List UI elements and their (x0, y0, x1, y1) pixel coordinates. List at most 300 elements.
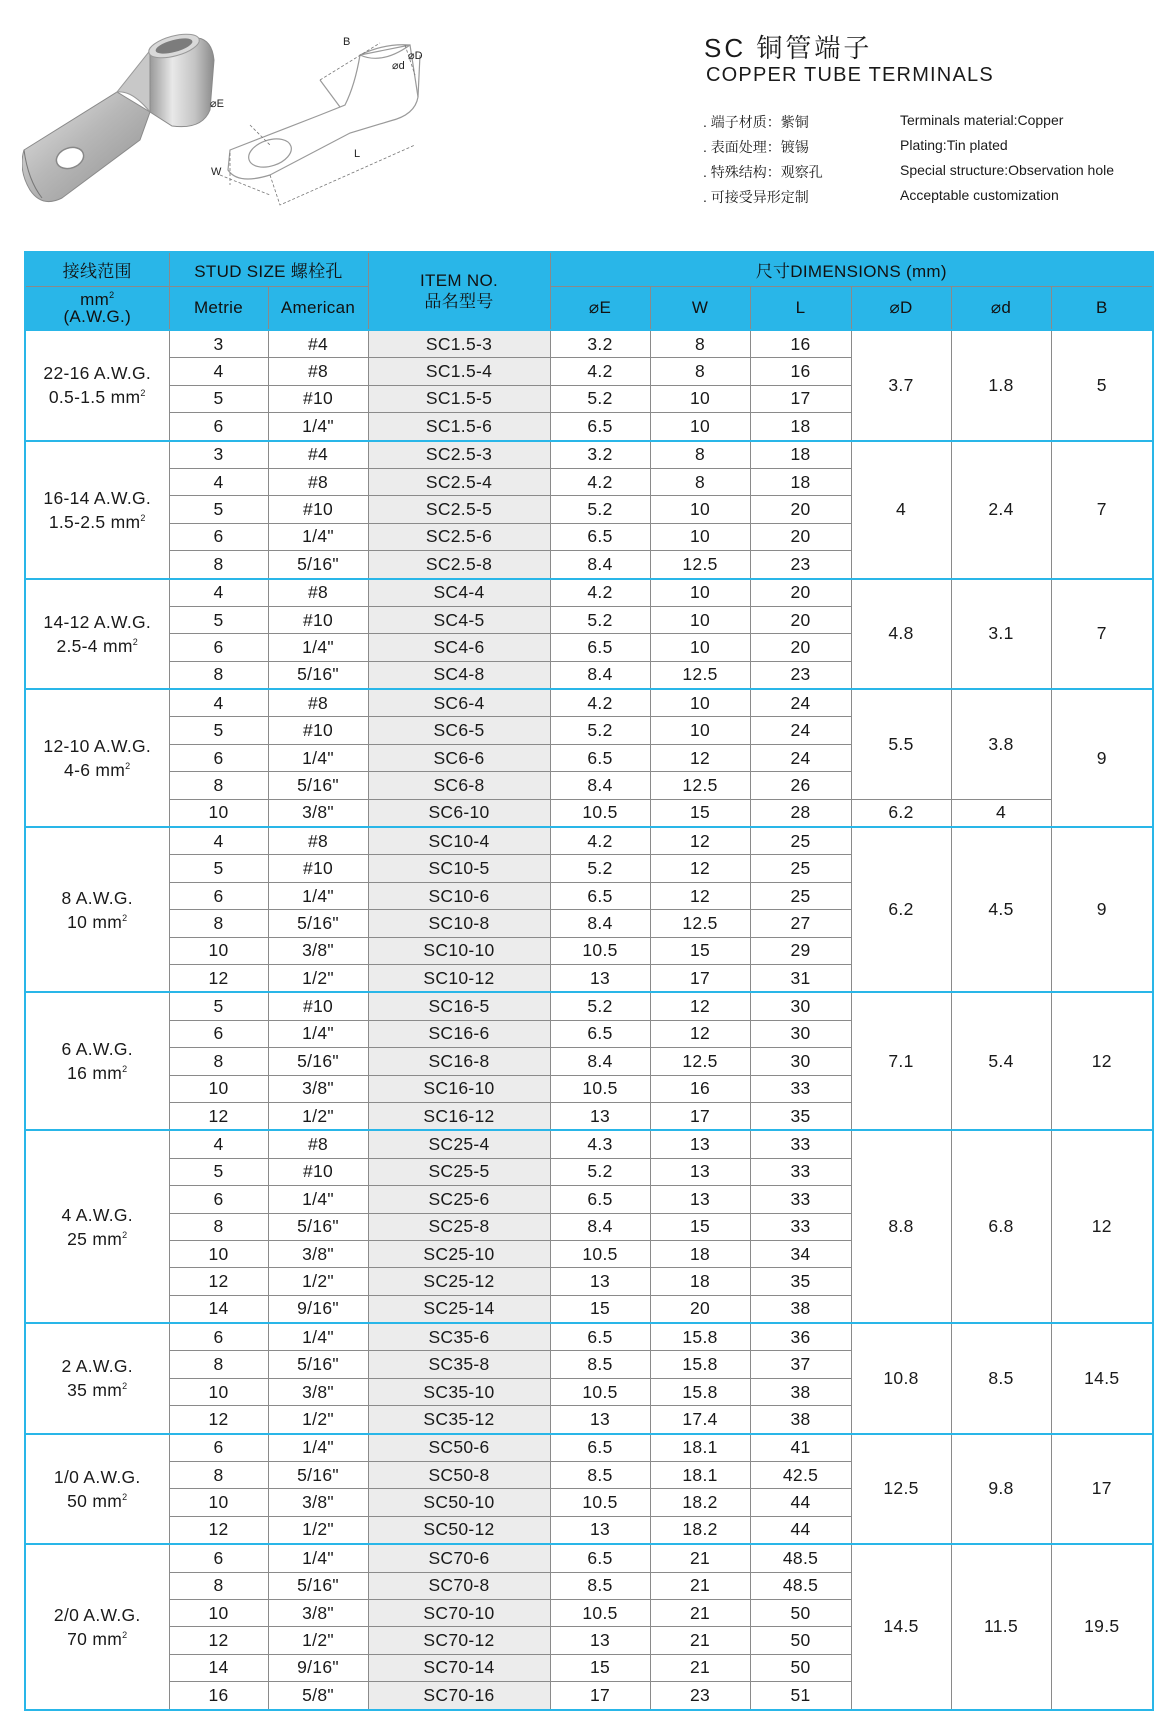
metric-cell: 6 (169, 634, 268, 661)
mm-range-value: 4-6 mm (64, 760, 126, 781)
e-cell: 8.4 (550, 910, 650, 937)
dimension-drawing (210, 35, 500, 220)
superscript: 2 (122, 912, 128, 923)
wire-range-cell (25, 330, 169, 441)
header-e: ⌀E (550, 287, 650, 331)
w-cell: 8 (650, 468, 750, 495)
w-cell: 10 (650, 413, 750, 441)
awg-range: 22-16 A.W.G. (43, 363, 152, 384)
e-cell: 8.4 (550, 1048, 650, 1075)
b-cell: 7 (1051, 441, 1153, 579)
e-cell: 13 (550, 1268, 650, 1295)
metric-cell: 6 (169, 1323, 268, 1351)
w-cell: 10 (650, 523, 750, 550)
e-cell: 8.4 (550, 661, 650, 689)
american-cell: 5/16" (268, 1048, 368, 1075)
e-cell: 6.5 (550, 744, 650, 771)
l-cell: 25 (750, 855, 851, 882)
label-b: B (343, 36, 351, 48)
inner-d-cell: 11.5 (951, 1544, 1051, 1709)
outer-d-cell: 5.5 (851, 689, 951, 799)
metric-cell: 5 (169, 385, 268, 412)
b-cell: 19.5 (1051, 1544, 1153, 1709)
l-cell: 30 (750, 992, 851, 1020)
l-cell: 30 (750, 1020, 851, 1047)
w-cell: 8 (650, 441, 750, 469)
w-cell: 12.5 (650, 661, 750, 689)
metric-cell: 10 (169, 1489, 268, 1516)
b-cell: 14.5 (1051, 1323, 1153, 1434)
awg-range: 2 A.W.G. (61, 1356, 133, 1377)
inner-d-cell: 4.5 (951, 827, 1051, 992)
mm-range-value: 25 mm (67, 1228, 123, 1249)
e-cell: 13 (550, 1516, 650, 1544)
e-cell: 4.2 (550, 358, 650, 385)
b-cell: 12 (1051, 992, 1153, 1130)
american-cell: 5/16" (268, 551, 368, 579)
w-cell: 17 (650, 1102, 750, 1130)
wire-range-cell (25, 827, 169, 992)
metric-cell: 8 (169, 1048, 268, 1075)
header-dimensions: 尺寸DIMENSIONS (mm) (550, 252, 1153, 287)
american-cell: 1/4" (268, 413, 368, 441)
w-cell: 12.5 (650, 551, 750, 579)
american-cell: 1/2" (268, 1102, 368, 1130)
item-no-cell: SC6-6 (368, 744, 550, 771)
w-cell: 18.2 (650, 1516, 750, 1544)
superscript: 2 (122, 1064, 128, 1075)
metric-cell: 16 (169, 1682, 268, 1710)
american-cell: 5/16" (268, 910, 368, 937)
superscript: 2 (125, 761, 131, 772)
e-cell: 6.5 (550, 634, 650, 661)
spec-cn: . 端子材质：紫铜 (703, 114, 809, 130)
item-no-cell: SC70-16 (368, 1682, 550, 1710)
inner-d-cell: 4 (951, 799, 1051, 827)
table-row (25, 1130, 1153, 1158)
item-no-cell: SC16-10 (368, 1075, 550, 1102)
metric-cell: 6 (169, 1020, 268, 1047)
e-cell: 13 (550, 964, 650, 992)
l-cell: 30 (750, 1048, 851, 1075)
l-cell: 20 (750, 579, 851, 607)
l-cell: 16 (750, 358, 851, 385)
item-no-cell: SC70-12 (368, 1627, 550, 1654)
superscript: 2 (140, 388, 146, 399)
e-cell: 10.5 (550, 937, 650, 964)
metric-cell: 5 (169, 992, 268, 1020)
e-cell: 5.2 (550, 992, 650, 1020)
item-no-cell: SC10-6 (368, 882, 550, 909)
american-cell: 5/16" (268, 772, 368, 799)
e-cell: 10.5 (550, 1075, 650, 1102)
l-cell: 23 (750, 661, 851, 689)
american-cell: 5/16" (268, 1213, 368, 1240)
b-cell: 5 (1051, 330, 1153, 441)
header-range-cn: 接线范围 (25, 252, 169, 287)
e-cell: 4.2 (550, 827, 650, 855)
metric-cell: 3 (169, 330, 268, 358)
american-cell: 3/8" (268, 1240, 368, 1267)
inner-d-cell: 2.4 (951, 441, 1051, 579)
mm-range (26, 1227, 169, 1251)
mm-range-value: 70 mm (67, 1628, 123, 1649)
w-cell: 10 (650, 689, 750, 717)
item-no-cell: SC25-8 (368, 1213, 550, 1240)
metric-cell: 10 (169, 1599, 268, 1626)
item-no-cell: SC50-8 (368, 1462, 550, 1489)
item-no-cell: SC25-6 (368, 1186, 550, 1213)
wire-range-cell (25, 1544, 169, 1709)
metric-cell: 10 (169, 799, 268, 827)
l-cell: 38 (750, 1406, 851, 1434)
w-cell: 12 (650, 744, 750, 771)
american-cell: 1/4" (268, 744, 368, 771)
item-no-cell: SC50-12 (368, 1516, 550, 1544)
w-cell: 18 (650, 1240, 750, 1267)
w-cell: 8 (650, 358, 750, 385)
e-cell: 10.5 (550, 799, 650, 827)
item-no-cell: SC35-8 (368, 1351, 550, 1378)
metric-cell: 6 (169, 413, 268, 441)
dimensions-table (24, 251, 1154, 1711)
header-item-en: ITEM NO. (420, 271, 498, 290)
header-item-cn: 品名型号 (424, 292, 494, 311)
w-cell: 12.5 (650, 772, 750, 799)
b-cell: 9 (1051, 689, 1153, 827)
superscript: 2 (109, 290, 115, 300)
w-cell: 15.8 (650, 1351, 750, 1378)
l-cell: 38 (750, 1378, 851, 1405)
american-cell: #4 (268, 441, 368, 469)
e-cell: 10.5 (550, 1599, 650, 1626)
item-no-cell: SC16-6 (368, 1020, 550, 1047)
l-cell: 42.5 (750, 1462, 851, 1489)
inner-d-cell: 5.4 (951, 992, 1051, 1130)
american-cell: #8 (268, 1130, 368, 1158)
item-no-cell: SC35-10 (368, 1378, 550, 1405)
label-d-outer: ⌀D (408, 50, 423, 62)
l-cell: 20 (750, 523, 851, 550)
american-cell: 9/16" (268, 1295, 368, 1323)
superscript: 2 (122, 1229, 128, 1240)
l-cell: 24 (750, 717, 851, 744)
american-cell: 9/16" (268, 1654, 368, 1681)
w-cell: 13 (650, 1130, 750, 1158)
e-cell: 5.2 (550, 496, 650, 523)
metric-cell: 10 (169, 937, 268, 964)
awg-range: 16-14 A.W.G. (43, 487, 152, 508)
metric-cell: 8 (169, 1351, 268, 1378)
metric-cell: 8 (169, 910, 268, 937)
item-no-cell: SC25-5 (368, 1158, 550, 1185)
w-cell: 18 (650, 1268, 750, 1295)
e-cell: 5.2 (550, 606, 650, 633)
item-no-cell: SC2.5-3 (368, 441, 550, 469)
l-cell: 33 (750, 1186, 851, 1213)
mm-range-value: 2.5-4 mm (56, 635, 133, 656)
table-row (25, 1544, 1153, 1572)
metric-cell: 8 (169, 1213, 268, 1240)
item-no-cell: SC25-12 (368, 1268, 550, 1295)
e-cell: 6.5 (550, 413, 650, 441)
e-cell: 8.4 (550, 1213, 650, 1240)
american-cell: 1/4" (268, 1323, 368, 1351)
e-cell: 13 (550, 1406, 650, 1434)
label-e: ⌀E (210, 98, 224, 110)
table-row (25, 330, 1153, 358)
w-cell: 10 (650, 579, 750, 607)
w-cell: 18.1 (650, 1462, 750, 1489)
wire-range-cell (25, 579, 169, 690)
metric-cell: 6 (169, 882, 268, 909)
metric-cell: 4 (169, 358, 268, 385)
w-cell: 13 (650, 1158, 750, 1185)
american-cell: 5/8" (268, 1682, 368, 1710)
mm-range-value: 50 mm (67, 1490, 123, 1511)
american-cell: #4 (268, 330, 368, 358)
e-cell: 5.2 (550, 855, 650, 882)
inner-d-cell: 3.8 (951, 689, 1051, 799)
w-cell: 15.8 (650, 1323, 750, 1351)
item-no-cell: SC1.5-5 (368, 385, 550, 412)
item-no-cell: SC2.5-8 (368, 551, 550, 579)
american-cell: 5/16" (268, 1351, 368, 1378)
l-cell: 48.5 (750, 1572, 851, 1599)
superscript: 2 (140, 512, 146, 523)
item-no-cell: SC4-8 (368, 661, 550, 689)
superscript: 2 (122, 1381, 128, 1392)
american-cell: 1/2" (268, 964, 368, 992)
inner-d-cell: 3.1 (951, 579, 1051, 690)
outer-d-cell: 4.8 (851, 579, 951, 690)
l-cell: 37 (750, 1351, 851, 1378)
header-b: B (1051, 287, 1153, 331)
b-cell: 17 (1051, 1434, 1153, 1545)
w-cell: 10 (650, 385, 750, 412)
american-cell: 5/16" (268, 1462, 368, 1489)
header-mm: mm (80, 290, 110, 309)
l-cell: 35 (750, 1102, 851, 1130)
awg-range: 14-12 A.W.G. (43, 611, 152, 632)
metric-cell: 6 (169, 523, 268, 550)
american-cell: 1/2" (268, 1268, 368, 1295)
item-no-cell: SC16-5 (368, 992, 550, 1020)
metric-cell: 6 (169, 1186, 268, 1213)
metric-cell: 12 (169, 1516, 268, 1544)
e-cell: 4.2 (550, 689, 650, 717)
header-item-no (368, 252, 550, 330)
item-no-cell: SC2.5-4 (368, 468, 550, 495)
e-cell: 6.5 (550, 523, 650, 550)
l-cell: 50 (750, 1599, 851, 1626)
e-cell: 4.2 (550, 468, 650, 495)
american-cell: #10 (268, 717, 368, 744)
item-no-cell: SC2.5-6 (368, 523, 550, 550)
label-w: W (211, 166, 222, 178)
american-cell: 1/2" (268, 1516, 368, 1544)
l-cell: 20 (750, 606, 851, 633)
item-no-cell: SC70-6 (368, 1544, 550, 1572)
e-cell: 8.4 (550, 772, 650, 799)
item-no-cell: SC1.5-3 (368, 330, 550, 358)
terminal-photo (22, 30, 222, 220)
l-cell: 20 (750, 634, 851, 661)
american-cell: 1/2" (268, 1627, 368, 1654)
l-cell: 44 (750, 1489, 851, 1516)
header-awg: (A.W.G.) (63, 307, 132, 326)
american-cell: 3/8" (268, 1075, 368, 1102)
american-cell: 1/4" (268, 882, 368, 909)
superscript: 2 (122, 1491, 128, 1502)
label-l: L (354, 148, 361, 160)
metric-cell: 4 (169, 1130, 268, 1158)
american-cell: 3/8" (268, 1599, 368, 1626)
l-cell: 17 (750, 385, 851, 412)
metric-cell: 12 (169, 964, 268, 992)
inner-d-cell: 1.8 (951, 330, 1051, 441)
mm-range (26, 634, 169, 658)
table-row (25, 441, 1153, 469)
e-cell: 6.5 (550, 1186, 650, 1213)
item-no-cell: SC16-12 (368, 1102, 550, 1130)
e-cell: 5.2 (550, 717, 650, 744)
header-l: L (750, 287, 851, 331)
metric-cell: 6 (169, 744, 268, 771)
metric-cell: 8 (169, 772, 268, 799)
metric-cell: 12 (169, 1268, 268, 1295)
e-cell: 5.2 (550, 385, 650, 412)
metric-cell: 3 (169, 441, 268, 469)
w-cell: 23 (650, 1682, 750, 1710)
e-cell: 6.5 (550, 1323, 650, 1351)
l-cell: 28 (750, 799, 851, 827)
metric-cell: 4 (169, 689, 268, 717)
mm-range (26, 910, 169, 934)
header-american: American (268, 287, 368, 331)
metric-cell: 6 (169, 1544, 268, 1572)
mm-range-value: 16 mm (67, 1063, 123, 1084)
e-cell: 13 (550, 1627, 650, 1654)
american-cell: #8 (268, 579, 368, 607)
e-cell: 8.5 (550, 1351, 650, 1378)
american-cell: #8 (268, 358, 368, 385)
american-cell: 3/8" (268, 799, 368, 827)
superscript: 2 (122, 1629, 128, 1640)
item-no-cell: SC35-6 (368, 1323, 550, 1351)
l-cell: 18 (750, 413, 851, 441)
metric-cell: 4 (169, 579, 268, 607)
metric-cell: 10 (169, 1378, 268, 1405)
mm-range (26, 1627, 169, 1651)
l-cell: 25 (750, 827, 851, 855)
w-cell: 20 (650, 1295, 750, 1323)
american-cell: 3/8" (268, 1489, 368, 1516)
e-cell: 10.5 (550, 1378, 650, 1405)
e-cell: 6.5 (550, 1544, 650, 1572)
e-cell: 4.2 (550, 579, 650, 607)
american-cell: #10 (268, 606, 368, 633)
b-cell: 7 (1051, 579, 1153, 690)
l-cell: 25 (750, 882, 851, 909)
item-no-cell: SC1.5-6 (368, 413, 550, 441)
metric-cell: 12 (169, 1627, 268, 1654)
american-cell: 1/4" (268, 523, 368, 550)
w-cell: 21 (650, 1544, 750, 1572)
e-cell: 5.2 (550, 1158, 650, 1185)
w-cell: 21 (650, 1572, 750, 1599)
mm-range (26, 758, 169, 782)
l-cell: 24 (750, 689, 851, 717)
w-cell: 12 (650, 992, 750, 1020)
header-dd: ⌀D (851, 287, 951, 331)
american-cell: 1/4" (268, 1186, 368, 1213)
w-cell: 10 (650, 634, 750, 661)
outer-d-cell: 6.2 (851, 799, 951, 827)
item-no-cell: SC16-8 (368, 1048, 550, 1075)
outer-d-cell: 3.7 (851, 330, 951, 441)
table-row (25, 1434, 1153, 1462)
e-cell: 4.3 (550, 1130, 650, 1158)
l-cell: 33 (750, 1213, 851, 1240)
item-no-cell: SC10-12 (368, 964, 550, 992)
l-cell: 33 (750, 1130, 851, 1158)
l-cell: 24 (750, 744, 851, 771)
e-cell: 13 (550, 1102, 650, 1130)
american-cell: #10 (268, 855, 368, 882)
american-cell: 1/2" (268, 1406, 368, 1434)
metric-cell: 6 (169, 1434, 268, 1462)
outer-d-cell: 4 (851, 441, 951, 579)
inner-d-cell: 8.5 (951, 1323, 1051, 1434)
w-cell: 13 (650, 1186, 750, 1213)
header-d: ⌀d (951, 287, 1051, 331)
american-cell: #10 (268, 496, 368, 523)
e-cell: 6.5 (550, 882, 650, 909)
outer-d-cell: 10.8 (851, 1323, 951, 1434)
item-no-cell: SC70-14 (368, 1654, 550, 1681)
mm-range-value: 35 mm (67, 1380, 123, 1401)
item-no-cell: SC6-4 (368, 689, 550, 717)
item-no-cell: SC25-4 (368, 1130, 550, 1158)
w-cell: 12 (650, 855, 750, 882)
spec-cn: . 可接受异形定制 (703, 189, 809, 205)
w-cell: 10 (650, 496, 750, 523)
e-cell: 3.2 (550, 441, 650, 469)
item-no-cell: SC50-10 (368, 1489, 550, 1516)
l-cell: 34 (750, 1240, 851, 1267)
metric-cell: 5 (169, 606, 268, 633)
item-no-cell: SC10-10 (368, 937, 550, 964)
metric-cell: 14 (169, 1654, 268, 1681)
outer-d-cell: 8.8 (851, 1130, 951, 1323)
l-cell: 31 (750, 964, 851, 992)
outer-d-cell: 7.1 (851, 992, 951, 1130)
metric-cell: 10 (169, 1240, 268, 1267)
wire-range-cell (25, 1434, 169, 1545)
l-cell: 41 (750, 1434, 851, 1462)
awg-range: 2/0 A.W.G. (53, 1604, 141, 1625)
w-cell: 21 (650, 1627, 750, 1654)
wire-range-cell (25, 1323, 169, 1434)
page-title-cn: SC 铜管端子 (704, 33, 873, 63)
w-cell: 15 (650, 1213, 750, 1240)
item-no-cell: SC4-5 (368, 606, 550, 633)
spec-en: Terminals material:Copper (900, 112, 1064, 128)
mm-range (26, 1061, 169, 1085)
metric-cell: 14 (169, 1295, 268, 1323)
w-cell: 10 (650, 606, 750, 633)
